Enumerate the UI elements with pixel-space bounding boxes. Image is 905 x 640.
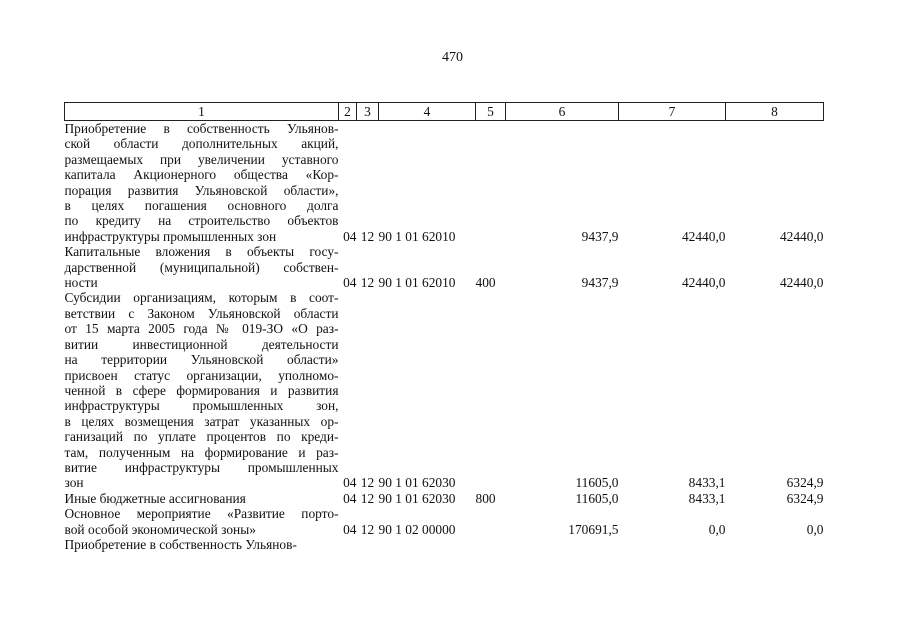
section-code: 04 [343,490,357,506]
description-line: ганизаций по уплате процентов по креди- [64,429,339,445]
column-header: 2 [339,103,357,121]
description-line: зон [64,475,84,491]
description-line: витие инфраструктуры промышленных [64,459,339,475]
row-description [65,121,339,245]
subsection-code: 12 [360,228,375,244]
description-line: ветствии с Законом Ульяновской области [64,305,339,321]
description-line: ской области дополнительных акций, [64,136,339,152]
page-number: 470 [442,50,463,65]
amount-col-8 [726,537,824,552]
expense-type-code [476,290,506,490]
column-header: 3 [357,103,379,121]
description-line: Приобретение в собственность Ульянов- [64,121,339,136]
table-row [65,290,824,490]
table-row [65,491,824,506]
column-header: 7 [619,103,726,121]
expense-type-code [476,537,506,552]
column-header: 4 [379,103,476,121]
subsection-code: 12 [360,475,375,491]
description-line: Приобретение в собственность Ульянов- [64,536,297,552]
target-article-code: 90 1 01 62030 [378,475,456,491]
expense-type-code [476,121,506,245]
expense-type-code [476,506,506,537]
amount-col-7: 0,0 [708,521,726,537]
section-code: 04 [343,275,357,291]
target-article-code: 90 1 01 62030 [378,490,456,506]
amount-col-7 [619,537,726,552]
amount-col-6: 9437,9 [581,275,619,291]
table-row [65,506,824,537]
table-row [65,244,824,290]
description-line: присвоен статус организации, уполномо- [64,367,339,383]
budget-table [64,102,824,552]
description-line: ности [64,275,98,291]
amount-col-8: 42440,0 [779,275,824,291]
target-article-code: 90 1 01 62010 [378,228,456,244]
row-description [65,506,339,537]
expense-type-code: 800 [475,490,496,506]
amount-col-8: 0,0 [806,521,824,537]
amount-col-6: 170691,5 [568,521,619,537]
description-line: там, полученным на формирование и раз- [64,444,339,460]
column-header: 1 [65,103,339,121]
description-line: инфраструктуры промышленных зон, [64,398,339,414]
row-description [65,537,339,552]
subsection-code: 12 [360,275,375,291]
description-line: по кредиту на строительство объектов [64,213,339,229]
amount-col-8: 42440,0 [779,228,824,244]
description-line: капитала Акционерного общества «Кор- [64,167,339,183]
row-description [65,290,339,490]
section-code: 04 [343,521,357,537]
description-line: размещаемых при увеличении уставного [64,151,339,167]
description-line: Иные бюджетные ассигнования [64,490,246,506]
column-header: 5 [476,103,506,121]
description-line: в целях возмещения затрат указанных ор- [64,413,339,429]
description-line: вой особой экономической зоны» [64,521,256,537]
row-description [65,244,339,290]
table-row [65,537,824,552]
table-body [65,121,824,553]
description-line: Капитальные вложения в объекты госу- [64,244,339,260]
amount-col-8: 6324,9 [786,475,824,491]
description-line: ченной в сфере формирования и развития [64,382,339,398]
column-header-row [65,103,824,121]
target-article-code: 90 1 02 00000 [378,521,456,537]
amount-col-6: 9437,9 [581,228,619,244]
description-line: от 15 марта 2005 года № 019-ЗО «О раз- [64,321,339,337]
amount-col-6: 11605,0 [575,490,619,506]
amount-col-6 [506,537,619,552]
column-header: 6 [506,103,619,121]
table-row [65,121,824,245]
target-article-code: 90 1 01 62010 [378,275,456,291]
description-line: дарственной (муниципальной) собствен- [64,259,339,275]
column-header: 8 [726,103,824,121]
amount-col-7: 8433,1 [688,475,726,491]
description-line: порация развития Ульяновской области», [64,182,339,198]
amount-col-7: 42440,0 [681,228,726,244]
row-description [65,491,339,506]
expense-type-code: 400 [475,275,496,291]
amount-col-8: 6324,9 [786,490,824,506]
target-article-code [379,537,476,552]
subsection-code [357,537,379,552]
description-line: витии инвестиционной деятельности [64,336,339,352]
amount-col-6: 11605,0 [575,475,619,491]
description-line: на территории Ульяновской области» [64,352,339,368]
subsection-code: 12 [360,521,375,537]
subsection-code: 12 [360,490,375,506]
description-line: инфраструктуры промышленных зон [64,228,277,244]
amount-col-7: 42440,0 [681,275,726,291]
section-code: 04 [343,475,357,491]
description-line: Основное мероприятие «Развитие порто- [64,506,339,522]
description-line: Субсидии организациям, которым в соот- [64,290,339,306]
amount-col-7: 8433,1 [688,490,726,506]
section-code: 04 [343,228,357,244]
section-code [339,537,357,552]
description-line: в целях погашения основного долга [64,198,339,214]
